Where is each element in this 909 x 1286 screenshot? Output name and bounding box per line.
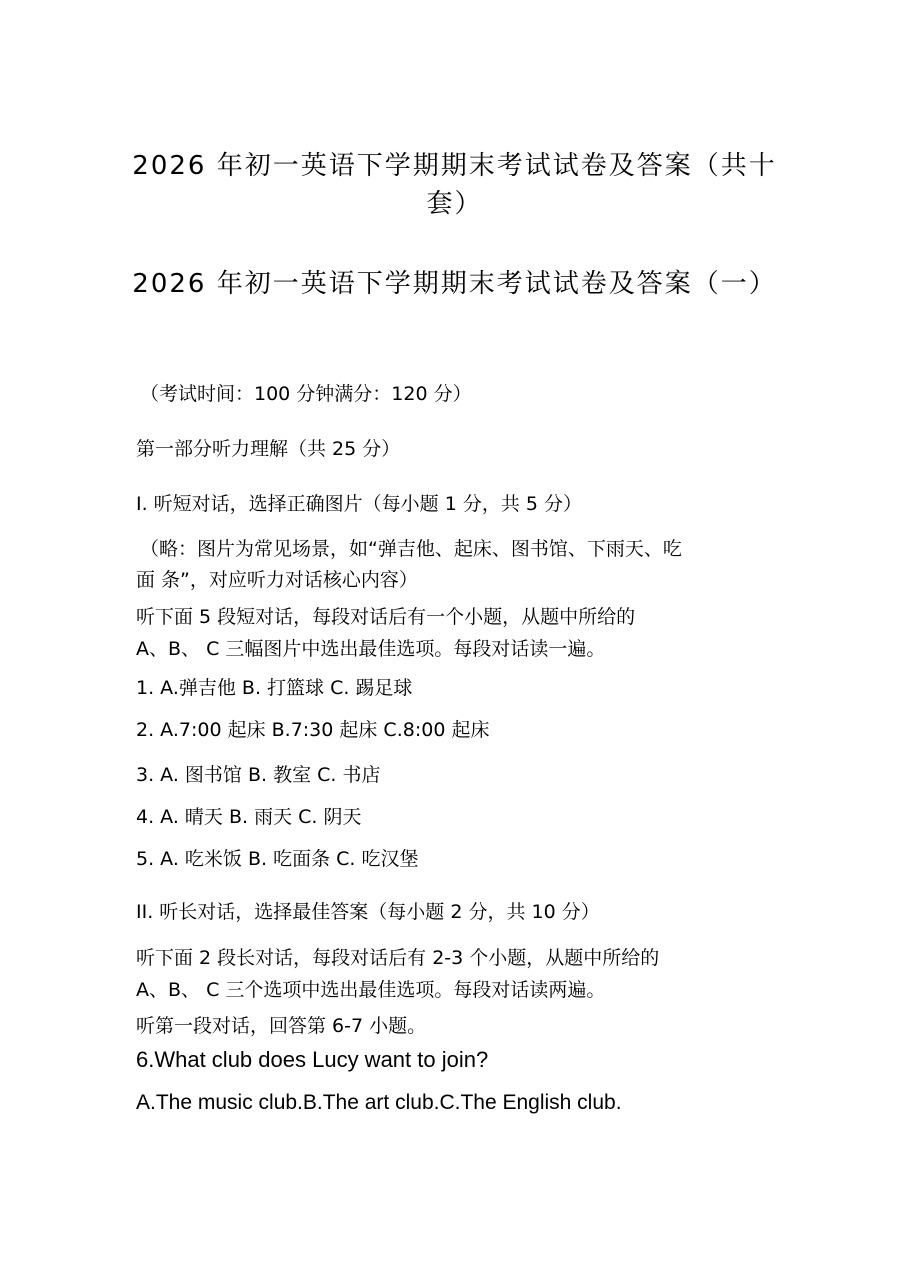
section2-instruction-line-2: A、B、 C 三个选项中选出最佳选项。每段对话读两遍。 (136, 979, 606, 1001)
main-title-line-1: 2026 年初一英语下学期期末考试试卷及答案（共十 (132, 151, 777, 181)
question-item-2: 2. A.7:00 起床 B.7:30 起床 C.8:00 起床 (136, 719, 490, 741)
question-6: 6.What club does Lucy want to join? (136, 1047, 489, 1072)
question-item-4: 4. A. 晴天 B. 雨天 C. 阴天 (136, 806, 362, 828)
part1-heading: 第一部分听力理解（共 25 分） (136, 438, 401, 460)
main-title-line-2: 套） (426, 189, 483, 219)
question-6-options: A.The music club.B.The art club.C.The English club. (136, 1091, 622, 1114)
section1-note-line-1: （略：图片为常见场景，如“弹吉他、起床、图书馆、下雨天、吃 (140, 538, 682, 560)
question-item-3: 3. A. 图书馆 B. 教室 C. 书店 (136, 764, 381, 786)
exam-info: （考试时间：100 分钟满分：120 分） (140, 383, 472, 405)
question-item-5: 5. A. 吃米饭 B. 吃面条 C. 吃汉堡 (136, 848, 419, 870)
section2-heading: II. 听长对话，选择最佳答案（每小题 2 分，共 10 分） (136, 901, 600, 923)
section1-note-line-2: 面 条”，对应听力对话核心内容） (136, 569, 418, 591)
sub-title: 2026 年初一英语下学期期末考试试卷及答案（一） (132, 269, 777, 299)
dialogue1-intro: 听第一段对话，回答第 6-7 小题。 (136, 1015, 427, 1037)
section1-instruction-line-2: A、B、 C 三幅图片中选出最佳选项。每段对话读一遍。 (136, 638, 606, 660)
section2-instruction-line-1: 听下面 2 段长对话，每段对话后有 2-3 个小题，从题中所给的 (136, 947, 660, 969)
section1-heading: I. 听短对话，选择正确图片（每小题 1 分，共 5 分） (136, 493, 583, 515)
section1-instruction-line-1: 听下面 5 段短对话，每段对话后有一个小题，从题中所给的 (136, 606, 636, 628)
question-item-1: 1. A.弹吉他 B. 打篮球 C. 踢足球 (136, 677, 413, 699)
